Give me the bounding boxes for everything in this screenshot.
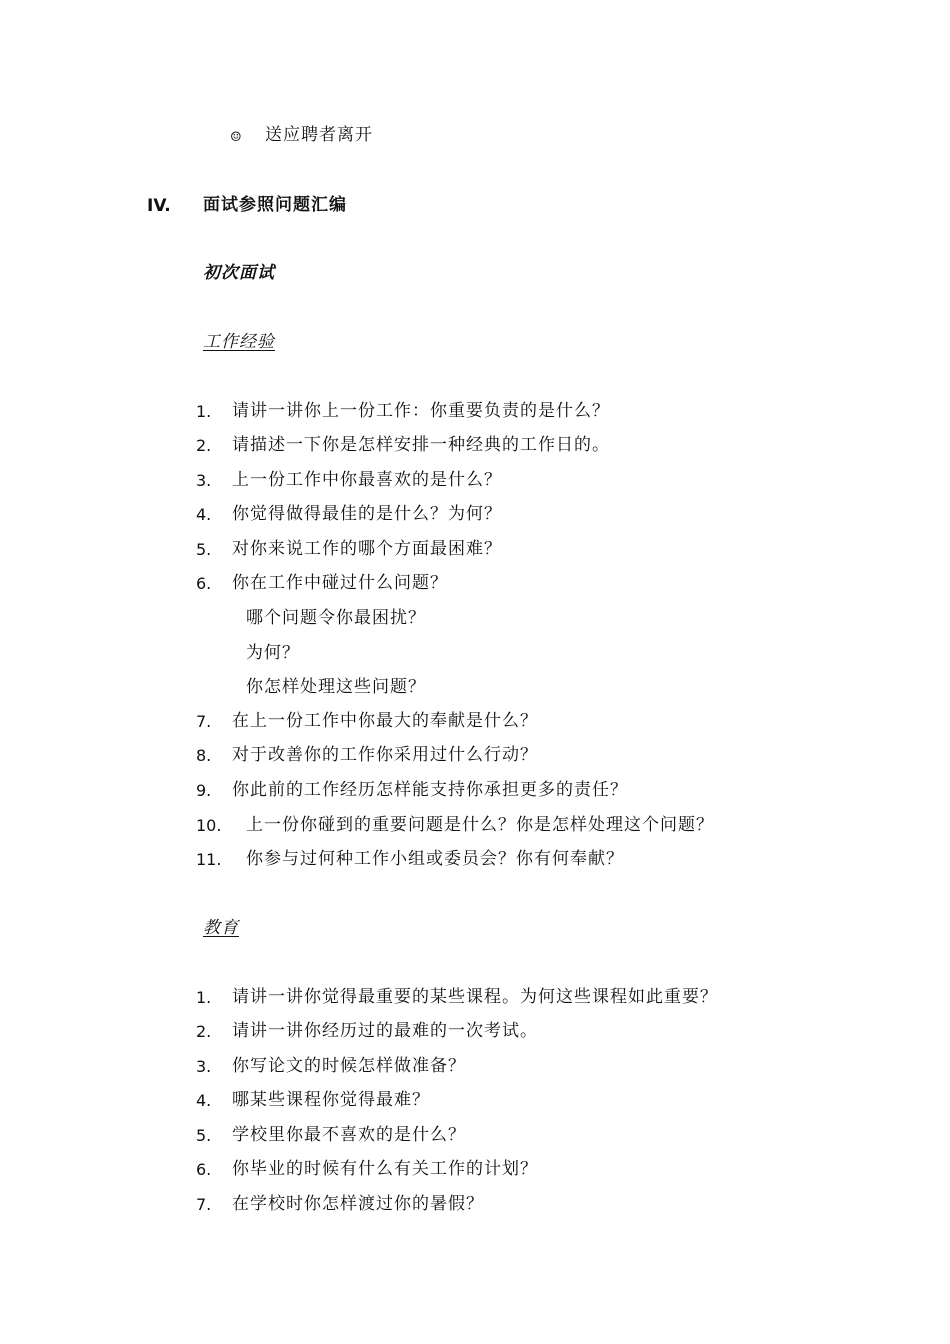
list-item-text: 请讲一讲你经历过的最难的一次考试。 [232, 1021, 538, 1041]
sub-item-text: 为何？ [246, 643, 300, 663]
list-item-text: 对你来说工作的哪个方面最困难？ [232, 539, 502, 559]
list-item-text: 你参与过何种工作小组或委员会？你有何奉献？ [246, 849, 624, 869]
list-item-text: 上一份工作中你最喜欢的是什么？ [232, 470, 502, 490]
list-item-number: 1. [196, 402, 212, 421]
list-item-text: 你写论文的时候怎样做准备？ [232, 1056, 466, 1076]
list-item-number: 6. [196, 1160, 212, 1179]
list-item-text: 在上一份工作中你最大的奉献是什么？ [232, 711, 538, 731]
list-item-number: 5. [196, 540, 212, 559]
list-item-number: 4. [196, 505, 212, 524]
list-item-number: 9. [196, 781, 212, 800]
list-item-number: 4. [196, 1091, 212, 1110]
list-item-text: 请描述一下你是怎样安排一种经典的工作日的。 [232, 435, 610, 455]
list-item-text: 你此前的工作经历怎样能支持你承担更多的责任？ [232, 780, 628, 800]
list-item-text: 请讲一讲你觉得最重要的某些课程。为何这些课程如此重要？ [232, 987, 718, 1007]
work-experience-heading: 工作经验 [203, 332, 275, 352]
sub-item-text: 哪个问题令你最困扰？ [246, 608, 426, 628]
section-numeral: IV. [147, 196, 171, 216]
list-item-text: 哪某些课程你觉得最难？ [232, 1090, 430, 1110]
list-item-text: 对于改善你的工作你采用过什么行动？ [232, 745, 538, 765]
list-item-number: 8. [196, 746, 212, 765]
list-item-text: 你在工作中碰过什么问题？ [232, 573, 448, 593]
smiley-bullet-icon: ☺ [230, 130, 242, 145]
list-item-number: 7. [196, 712, 212, 731]
list-item-text: 上一份你碰到的重要问题是什么？你是怎样处理这个问题？ [246, 815, 714, 835]
list-item-text: 学校里你最不喜欢的是什么？ [232, 1125, 466, 1145]
list-item-number: 2. [196, 436, 212, 455]
list-item-text: 请讲一讲你上一份工作：你重要负责的是什么？ [232, 401, 610, 421]
list-item-number: 2. [196, 1022, 212, 1041]
top-item-text: 送应聘者离开 [265, 125, 373, 145]
list-item-number: 11. [196, 850, 222, 869]
subtitle-initial-interview: 初次面试 [203, 263, 275, 283]
section-title: 面试参照问题汇编 [203, 195, 347, 215]
sub-item-text: 你怎样处理这些问题？ [246, 677, 426, 697]
list-item-number: 3. [196, 471, 212, 490]
list-item-text: 你觉得做得最佳的是什么？为何？ [232, 504, 502, 524]
list-item-text: 在学校时你怎样渡过你的暑假？ [232, 1194, 484, 1214]
education-heading: 教育 [203, 918, 239, 938]
list-item-number: 3. [196, 1057, 212, 1076]
list-item-number: 5. [196, 1126, 212, 1145]
list-item-number: 10. [196, 816, 222, 835]
list-item-number: 6. [196, 574, 212, 593]
list-item-number: 7. [196, 1195, 212, 1214]
list-item-text: 你毕业的时候有什么有关工作的计划？ [232, 1159, 538, 1179]
list-item-number: 1. [196, 988, 212, 1007]
